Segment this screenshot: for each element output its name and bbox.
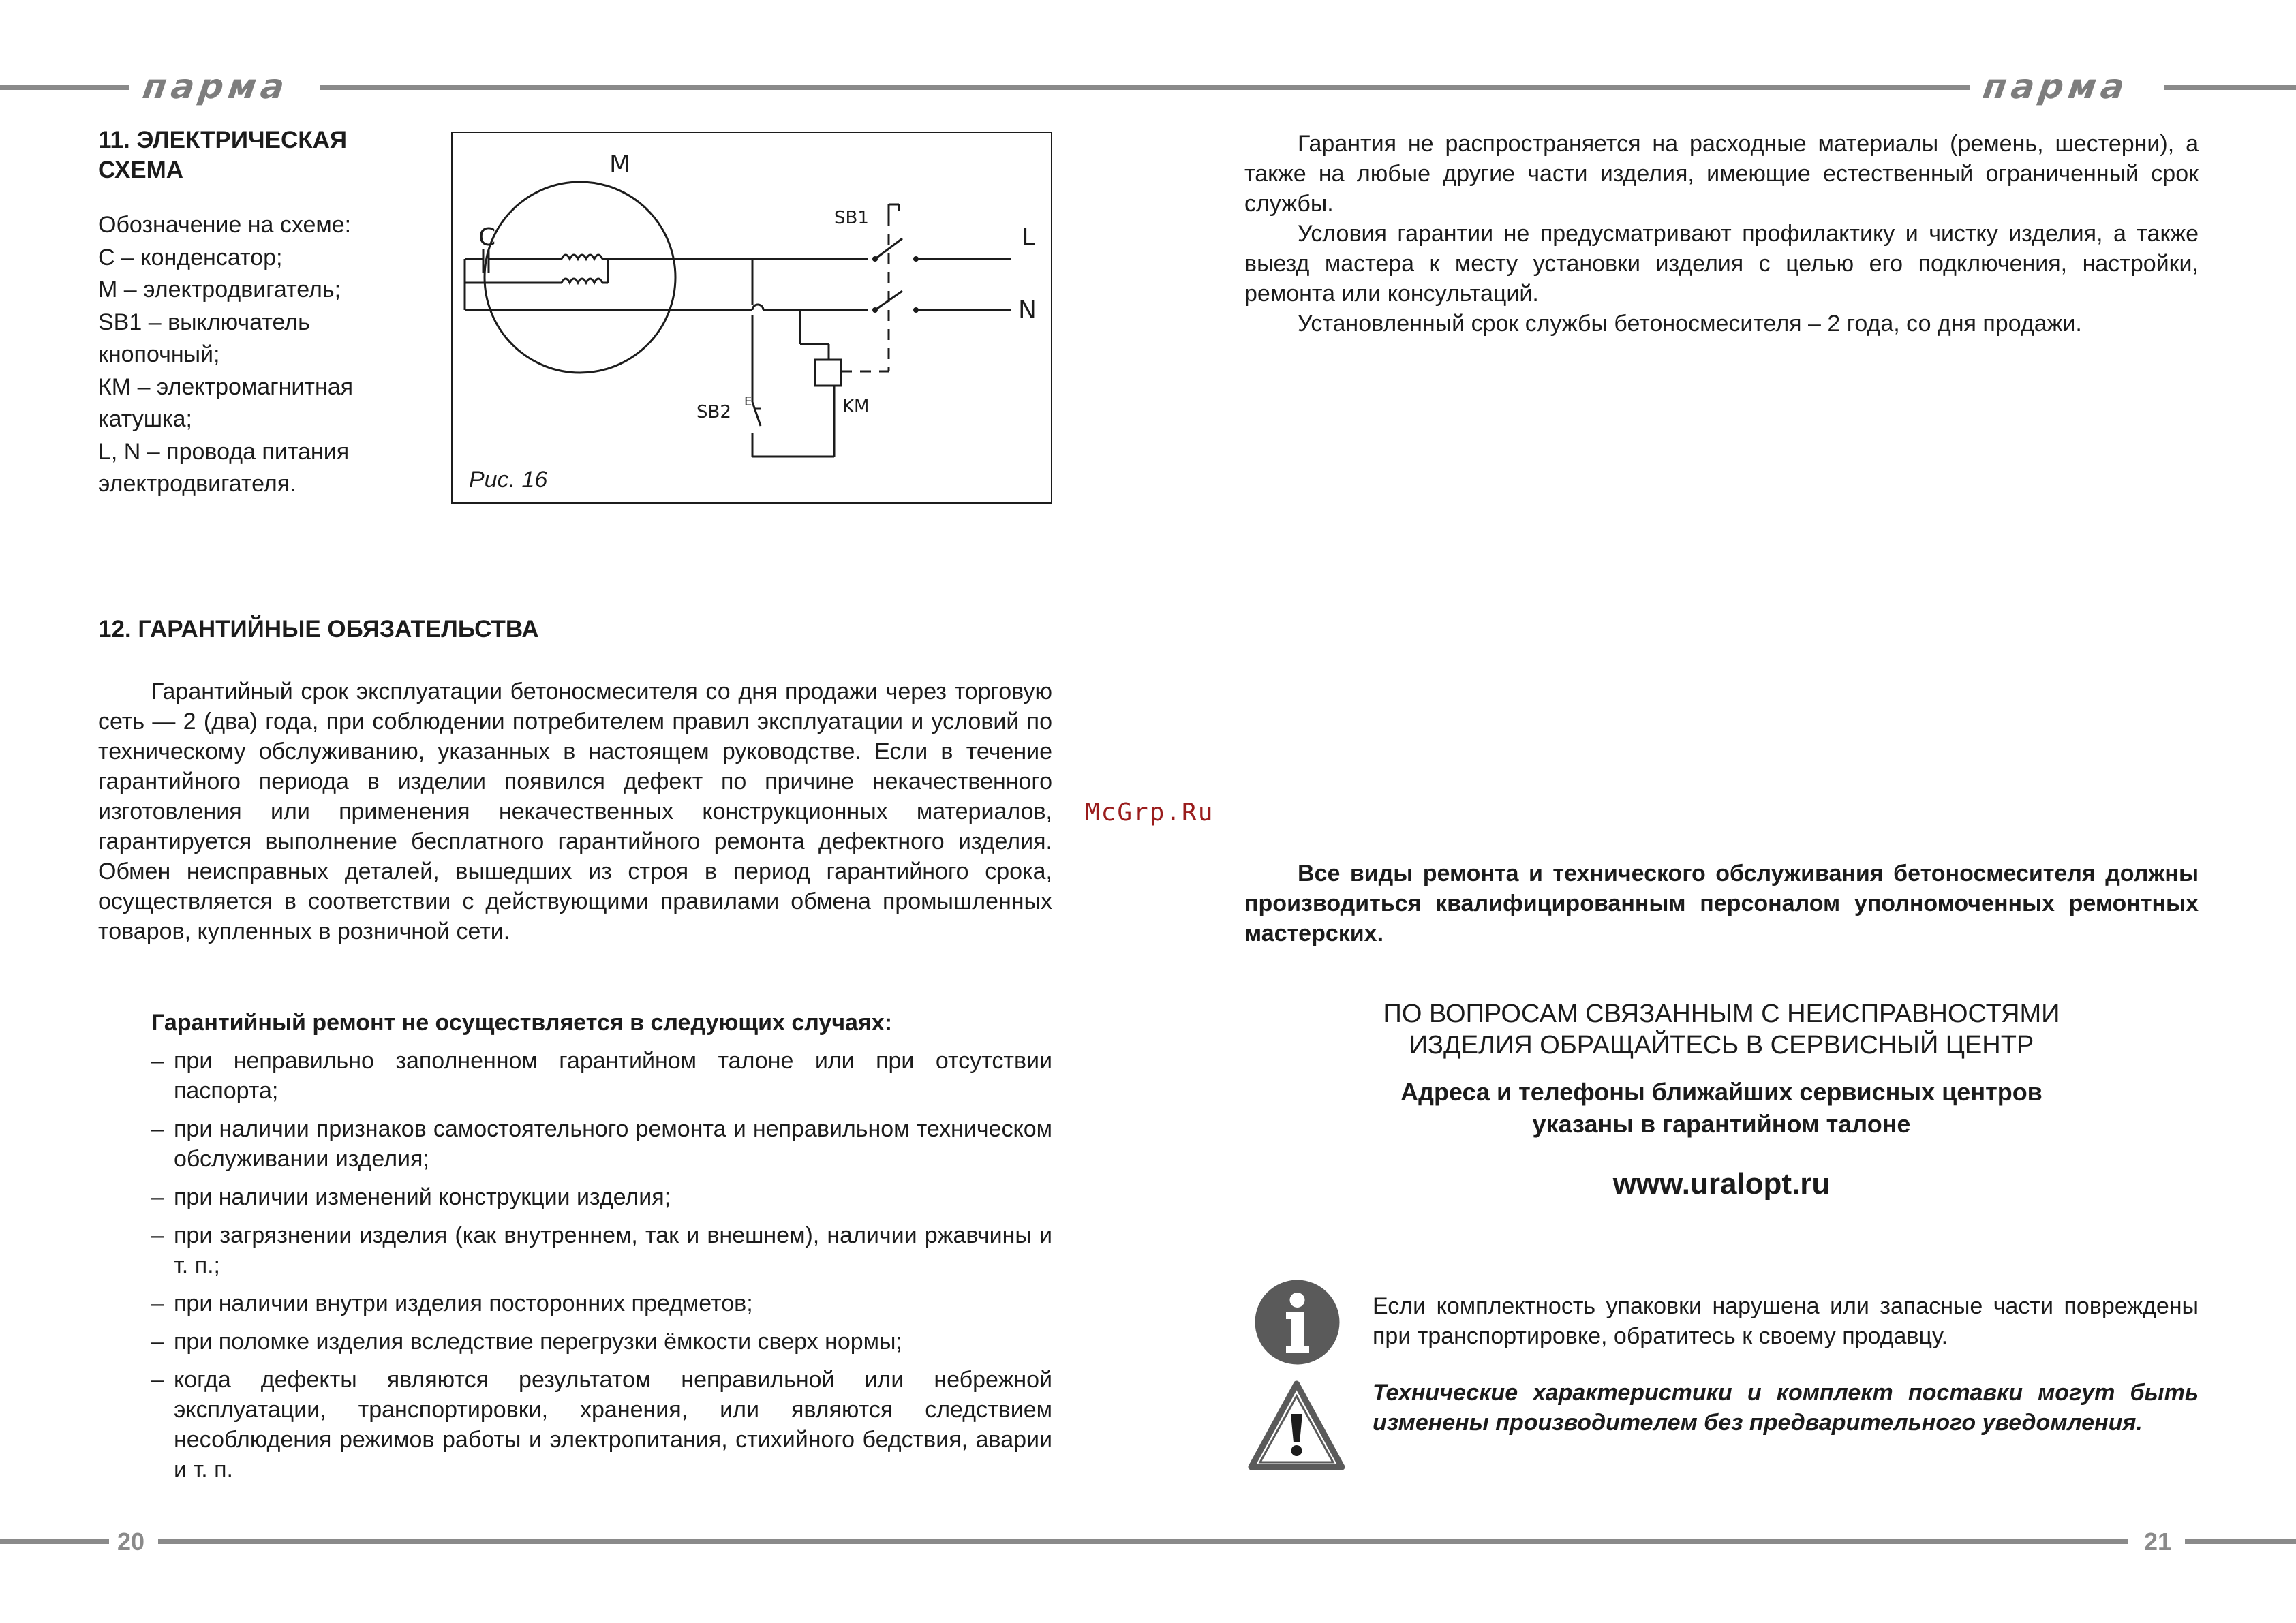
km-coil <box>815 360 841 386</box>
legend-line: М – электродвигатель; <box>98 277 341 303</box>
list-item: – при неправильно заполненном гарантийном талоне или при отсутствии паспорта; <box>151 1046 1052 1106</box>
list-item: – при наличии признаков самостоятельного ремонта и неправильном техническом обслуживании изделия; <box>151 1114 1052 1174</box>
header-rule-left-a <box>0 85 129 90</box>
right-paragraph: Гарантия не распространяется на расходные материалы (ремень, шестерни), а также на любые другие части изделия, имеющие естественный ограниченный срок службы. <box>1244 131 2199 217</box>
right-paragraphs <box>1244 129 2199 339</box>
logo-left: парма <box>140 67 292 106</box>
service-line-2: ИЗДЕЛИЯ ОБРАЩАЙТЕСЬ В СЕРВИСНЫЙ ЦЕНТР <box>1409 1031 2034 1060</box>
header-rule-middle <box>320 85 1970 90</box>
repair-notice-block <box>1244 859 2199 948</box>
section12-title: 12. ГАРАНТИЙНЫЕ ОБЯЗАТЕЛЬСТВА <box>98 616 539 643</box>
website-link[interactable]: www.uralopt.ru <box>1612 1167 1831 1201</box>
legend-line: С – конденсатор; <box>98 244 283 270</box>
section11-heading <box>98 125 412 185</box>
address-line-1: Адреса и телефоны ближайших сервисных центров <box>1400 1078 2042 1106</box>
label-capacitor: C <box>478 223 496 251</box>
service-line-1: ПО ВОПРОСАМ СВЯЗАННЫМ С НЕИСПРАВНОСТЯМИ <box>1383 1000 2060 1028</box>
exclusions-list <box>151 1046 1052 1493</box>
motor-circle <box>485 182 675 373</box>
legend-line: катушка; <box>98 406 192 432</box>
footer-rule-right <box>2185 1539 2296 1544</box>
header-rule-right <box>2164 85 2296 90</box>
service-center-block <box>1244 998 2199 1061</box>
exclusions-title: Гарантийный ремонт не осуществляется в следующих случаях: <box>151 1010 893 1036</box>
label-km: KM <box>842 397 870 417</box>
label-l: L <box>1022 223 1036 251</box>
label-n: N <box>1018 296 1037 324</box>
label-sb1: SB1 <box>834 208 869 228</box>
list-item: – когда дефекты являются результатом неправильной или небрежной эксплуатации, транспортировки, хранения, или являются следствием несоблюдения режимов работы и электропитания, стихийного бедствия, аварии и т. п. <box>151 1365 1052 1485</box>
figure-caption: Рис. 16 <box>469 467 548 493</box>
footer-rule-left <box>0 1539 109 1544</box>
footer-rule-middle <box>158 1539 2128 1544</box>
list-item: – при поломке изделия вследствие перегрузки ёмкости сверх нормы; <box>151 1327 1052 1357</box>
legend-line: Обозначение на схеме: <box>98 212 352 238</box>
warning-text-block <box>1373 1378 2199 1438</box>
right-paragraph: Условия гарантии не предусматривают профилактику и чистку изделия, а также выезд мастера к месту установки изделия с целью его подключения, настройки, ремонта или консультаций. <box>1244 221 2199 307</box>
list-item: – при наличии внутри изделия посторонних предметов; <box>151 1288 1052 1318</box>
legend-line: КМ – электромагнитная <box>98 373 354 400</box>
address-line-2: указаны в гарантийном талоне <box>1532 1110 1911 1138</box>
label-sb2: SB2 <box>697 402 731 422</box>
page-number-right: 21 <box>2144 1528 2172 1556</box>
list-item: – при загрязнении изделия (как внутреннем, так и внешнем), наличии ржавчины и т. п.; <box>151 1220 1052 1280</box>
legend-line: электродвигателя. <box>98 471 296 497</box>
schematic-legend <box>98 209 453 501</box>
watermark: McGrp.Ru <box>1085 799 1214 826</box>
warranty-paragraph-block <box>98 677 1052 946</box>
info-text-block <box>1373 1291 2199 1351</box>
legend-line: кнопочный; <box>98 341 220 367</box>
legend-line: SB1 – выключатель <box>98 309 310 335</box>
label-e: E <box>744 395 752 409</box>
info-icon <box>1255 1280 1340 1365</box>
list-item: – при наличии изменений конструкции изделия; <box>151 1182 1052 1212</box>
section11-title-line1: 11. ЭЛЕКТРИЧЕСКАЯ <box>98 127 348 153</box>
winding-1 <box>562 255 602 259</box>
info-text: Если комплектность упаковки нарушена или запасные части повреждены при транспортировке, обратитесь к своему продавцу. <box>1373 1293 2199 1349</box>
sb2-contact <box>752 402 761 426</box>
winding-2 <box>562 279 602 283</box>
electrical-schematic-figure <box>451 132 1052 504</box>
repair-notice: Все виды ремонта и технического обслуживания бетоносмесителя должны производиться квалифицированным персоналом уполномоченных ремонтных мастерских. <box>1244 861 2199 946</box>
legend-line: L, N – провода питания <box>98 438 350 465</box>
warning-text: Технические характеристики и комплект поставки могут быть изменены производителем без предварительного уведомления. <box>1373 1380 2199 1436</box>
schematic-diagram <box>453 133 1051 502</box>
right-paragraph: Установленный срок службы бетоносмесителя – 2 года, со дня продажи. <box>1298 311 2082 337</box>
warranty-paragraph: Гарантийный срок эксплуатации бетоносмесителя со дня продажи через торговую сеть — 2 (два) года, при соблюдении потребителем правил эксплуатации и условий по техническому обслуживанию, указанных в настоящем руководстве. Если в течение гарантийного периода в изделии появился дефект по причине некачественного изготовления или применения некачественных конструкционных материалов, гарантируется выполнение бесплатного гарантийного ремонта дефектного изделия. Обмен неисправных деталей, вышедших из строя в период гарантийного срока, осуществляется в соответствии с действующими правилами обмена промышленных товаров, купленных в розничной сети. <box>98 679 1052 944</box>
section11-title-line2: СХЕМА <box>98 157 184 183</box>
label-motor: M <box>609 151 631 179</box>
warning-icon <box>1247 1380 1346 1472</box>
address-block <box>1244 1076 2199 1140</box>
logo-right: парма <box>1980 67 2132 106</box>
page-number-left: 20 <box>117 1528 145 1556</box>
